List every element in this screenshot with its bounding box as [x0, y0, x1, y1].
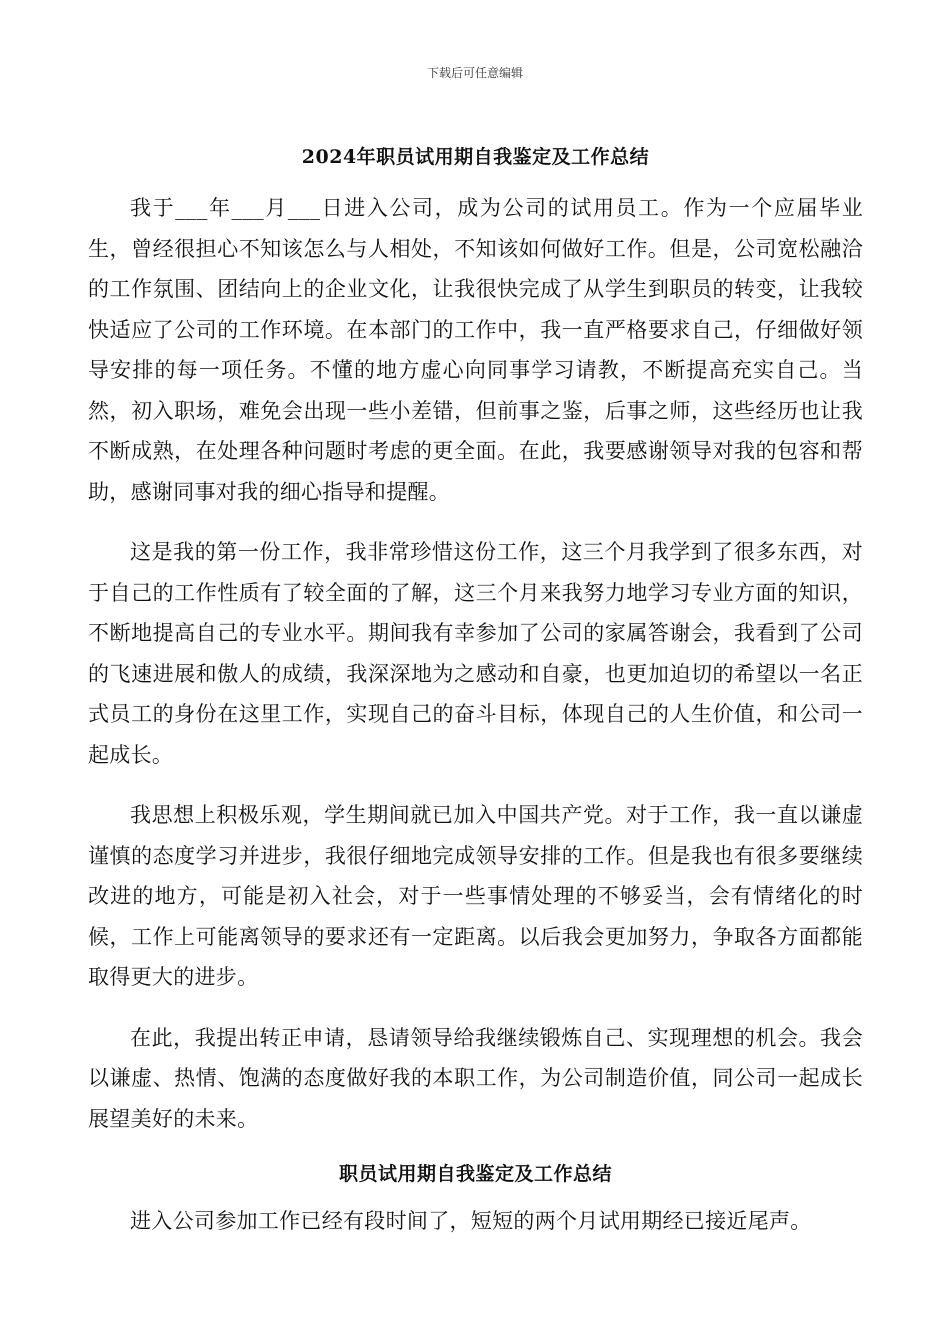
paragraph-5: 进入公司参加工作已经有段时间了，短短的两个月试用期经已接近尾声。 — [130, 1209, 812, 1233]
document-title: 2024年职员试用期自我鉴定及工作总结 — [301, 146, 650, 168]
section-subtitle: 职员试用期自我鉴定及工作总结 — [338, 1163, 612, 1185]
paragraph-4: 在此，我提出转正申请，恳请领导给我继续锻炼自己、实现理想的机会。我会以谦虚、热情、饱满的态度做好我的本职工作，为公司制造价值，同公司一起成长展望美好的未来。 — [88, 1025, 863, 1131]
paragraph-2: 这是我的第一份工作，我非常珍惜这份工作，这三个月我学到了很多东西，对于自己的工作性质有了较全面的了解，这三个月来我努力地学习专业方面的知识，不断地提高自己的专业水平。期间我有幸参加了公司的家属答谢会，我看到了公司的飞速进展和傲人的成绩，我深深地为之感动和自豪，也更加迫切的希望以一名正式员工的身份在这里工作，实现自己的奋斗目标，体现自己的人生价值，和公司一起成长。 — [88, 540, 863, 767]
paragraph-3: 我思想上积极乐观，学生期间就已加入中国共产党。对于工作，我一直以谦虚谨慎的态度学习并进步，我很仔细地完成领导安排的工作。但是我也有很多要继续改进的地方，可能是初入社会，对于一些事情处理的不够妥当，会有情绪化的时候，工作上可能离领导的要求还有一定距离。以后我会更加努力，争取各方面都能取得更大的进步。 — [88, 803, 863, 989]
paragraph-1: 我于___年___月___日进入公司，成为公司的试用员工。作为一个应届毕业生，曾经很担心不知该怎么与人相处，不知该如何做好工作。但是，公司宽松融洽的工作氛围、团结向上的企业文化，让我很快完成了从学生到职员的转变，让我较快适应了公司的工作环境。在本部门的工作中，我一直严格要求自己，仔细做好领导安排的每一项任务。不懂的地方虚心向同事学习请教，不断提高充实自己。当然，初入职场，难免会出现一些小差错，但前事之鉴，后事之师，这些经历也让我不断成熟，在处理各种问题时考虑的更全面。在此，我要感谢领导对我的包容和帮助，感谢同事对我的细心指导和提醒。 — [88, 196, 863, 504]
document-body — [88, 140, 863, 1242]
header-note: 下载后可任意编辑 — [426, 66, 523, 80]
